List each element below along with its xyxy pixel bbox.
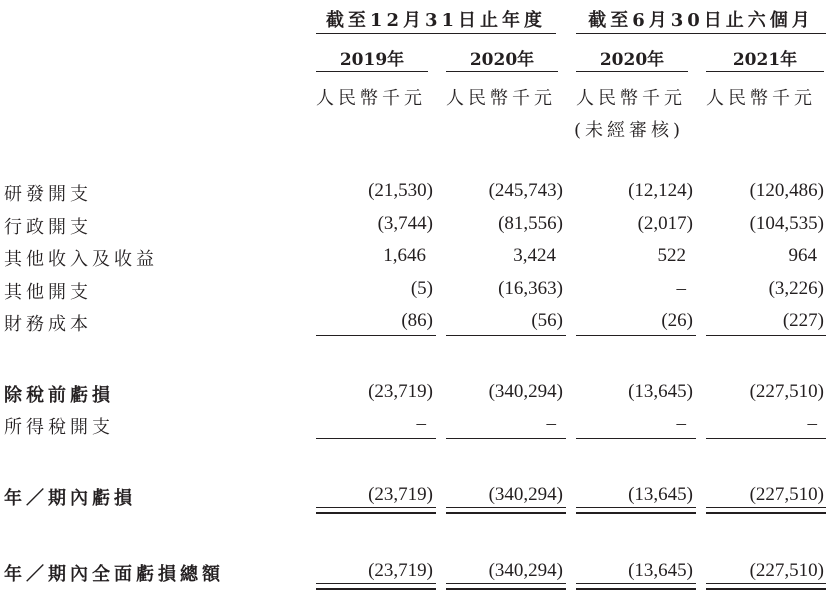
- cell-r4-c2: (26): [661, 310, 693, 331]
- header-year-rule-3: [576, 71, 688, 72]
- cell-r0-c2: (12,124): [628, 180, 693, 201]
- cell-r4-c0: (86): [401, 310, 433, 331]
- header-group-full-year: 截至12月31日止年度: [325, 10, 547, 31]
- subtotal-rule-3: [576, 335, 696, 336]
- cell-r2-c3: 964: [788, 245, 817, 266]
- header-group-full-year-rule: [316, 33, 556, 34]
- subtotal-rule-4: [706, 335, 826, 336]
- cell-r1-c1: (81,556): [498, 213, 563, 234]
- cell-r7-c2: (13,645): [628, 484, 693, 505]
- cell-r7-c3: (227,510): [749, 484, 824, 505]
- cell-r2-c0: 1,646: [383, 245, 426, 266]
- total-rule-top-1: [316, 583, 436, 584]
- loss-rule-top-4: [706, 507, 826, 508]
- cell-r8-c3: (227,510): [749, 560, 824, 581]
- header-year-2021-interim: 2021年: [732, 50, 798, 70]
- row-label-total-comprehensive-loss: 年／期內全面虧損總額: [4, 564, 224, 585]
- row-label-finance-costs: 財務成本: [4, 314, 92, 335]
- total-rule-top-3: [576, 583, 696, 584]
- cell-r7-c1: (340,294): [488, 484, 563, 505]
- cell-r0-c3: (120,486): [749, 180, 824, 201]
- row-label-admin-expenses: 行政開支: [4, 217, 92, 238]
- total-rule-bottom-4: [706, 588, 826, 590]
- header-unit-4: 人民幣千元: [706, 88, 816, 109]
- cell-r4-c1: (56): [531, 310, 563, 331]
- cell-r8-c2: (13,645): [628, 560, 693, 581]
- row-label-period-loss: 年／期內虧損: [4, 488, 136, 509]
- cell-r3-c3: (3,226): [768, 278, 824, 299]
- cell-r5-c3: (227,510): [749, 381, 824, 402]
- row-label-research-expenses: 研發開支: [4, 184, 92, 205]
- header-group-six-months: 截至6月30日止六個月: [588, 10, 814, 31]
- cell-r6-c0: –: [416, 413, 426, 434]
- loss-rule-top-1: [316, 507, 436, 508]
- header-year-2020: 2020年: [469, 50, 535, 70]
- tax-rule-3: [576, 438, 696, 439]
- cell-r0-c1: (245,743): [488, 180, 563, 201]
- row-label-loss-before-tax: 除稅前虧損: [4, 385, 114, 406]
- loss-rule-bottom-2: [446, 512, 566, 514]
- loss-rule-bottom-4: [706, 512, 826, 514]
- cell-r5-c2: (13,645): [628, 381, 693, 402]
- total-rule-bottom-1: [316, 588, 436, 590]
- loss-rule-top-2: [446, 507, 566, 508]
- cell-r8-c0: (23,719): [368, 560, 433, 581]
- tax-rule-1: [316, 438, 436, 439]
- row-label-other-expenses: 其他開支: [4, 282, 92, 303]
- header-unit-3: 人民幣千元: [576, 88, 686, 109]
- row-label-income-tax: 所得稅開支: [4, 417, 114, 438]
- header-unit-2: 人民幣千元: [446, 88, 556, 109]
- total-rule-top-2: [446, 583, 566, 584]
- total-rule-bottom-3: [576, 588, 696, 590]
- subtotal-rule-2: [446, 335, 566, 336]
- header-year-rule-1: [316, 71, 428, 72]
- row-label-other-income: 其他收入及收益: [4, 249, 158, 270]
- cell-r3-c1: (16,363): [498, 278, 563, 299]
- cell-r0-c0: (21,530): [368, 180, 433, 201]
- tax-rule-2: [446, 438, 566, 439]
- loss-rule-bottom-3: [576, 512, 696, 514]
- header-group-six-months-rule: [576, 33, 826, 34]
- header-year-rule-4: [706, 71, 824, 72]
- cell-r1-c3: (104,535): [749, 213, 824, 234]
- tax-rule-4: [706, 438, 826, 439]
- cell-r3-c2: –: [676, 278, 686, 299]
- cell-r2-c2: 522: [657, 245, 686, 266]
- total-rule-top-4: [706, 583, 826, 584]
- cell-r7-c0: (23,719): [368, 484, 433, 505]
- cell-r1-c2: (2,017): [637, 213, 693, 234]
- total-rule-bottom-2: [446, 588, 566, 590]
- subtotal-rule-1: [316, 335, 436, 336]
- header-year-2020-interim: 2020年: [599, 50, 665, 70]
- cell-r3-c0: (5): [410, 278, 433, 299]
- cell-r6-c1: –: [546, 413, 556, 434]
- loss-rule-top-3: [576, 507, 696, 508]
- header-year-2019: 2019年: [339, 50, 405, 70]
- cell-r1-c0: (3,744): [377, 213, 433, 234]
- cell-r8-c1: (340,294): [488, 560, 563, 581]
- cell-r5-c0: (23,719): [368, 381, 433, 402]
- header-year-rule-2: [446, 71, 558, 72]
- cell-r6-c2: –: [676, 413, 686, 434]
- loss-rule-bottom-1: [316, 512, 436, 514]
- header-unaudited: (未經審核): [574, 120, 685, 141]
- cell-r4-c3: (227): [782, 310, 824, 331]
- cell-r5-c1: (340,294): [488, 381, 563, 402]
- header-unit-1: 人民幣千元: [316, 88, 426, 109]
- cell-r2-c1: 3,424: [513, 245, 556, 266]
- cell-r6-c3: –: [807, 413, 817, 434]
